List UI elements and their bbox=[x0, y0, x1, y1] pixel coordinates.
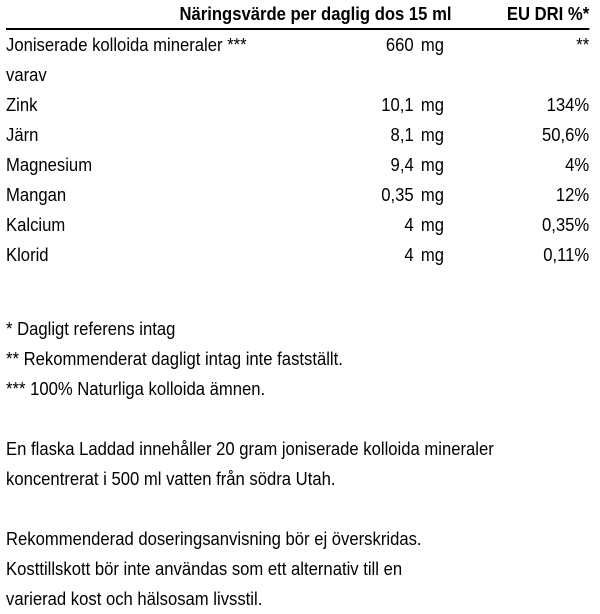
nutrient-amount bbox=[312, 120, 452, 150]
amount-unit: mg bbox=[420, 184, 445, 205]
table-row bbox=[6, 90, 589, 120]
table-row bbox=[6, 240, 589, 270]
nutrient-name: Joniserade kolloida mineraler *** bbox=[6, 34, 247, 55]
amount-value: 8,1 bbox=[390, 124, 414, 145]
footnote: *** 100% Naturliga kolloida ämnen. bbox=[6, 378, 266, 399]
amount-unit: mg bbox=[420, 154, 445, 175]
table-row bbox=[6, 210, 589, 240]
nutrient-amount bbox=[312, 90, 452, 120]
paragraph-line: koncentrerat i 500 ml vatten från södra Utah. bbox=[6, 468, 336, 489]
header-amount bbox=[179, 0, 452, 29]
nutrient-dri: 0,35% bbox=[541, 214, 590, 235]
header-amount-label: Näringsvärde per daglig dos 15 ml bbox=[179, 3, 452, 24]
nutrient-amount bbox=[312, 150, 452, 180]
footnotes bbox=[6, 314, 589, 404]
nutrient-amount bbox=[312, 29, 452, 60]
amount-unit: mg bbox=[420, 244, 445, 265]
dosage-warning bbox=[6, 524, 589, 614]
header-dri: EU DRI %* bbox=[452, 0, 590, 29]
amount-unit: mg bbox=[420, 94, 445, 115]
amount-value: 660 bbox=[385, 34, 414, 55]
nutrient-dri: 134% bbox=[546, 94, 590, 115]
paragraph-line: varierad kost och hälsosam livsstil. bbox=[6, 588, 263, 609]
paragraph-line: En flaska Laddad innehåller 20 gram joniserade kolloida mineraler bbox=[6, 438, 494, 459]
table-row bbox=[6, 60, 589, 90]
nutrient-name: Mangan bbox=[6, 184, 67, 205]
nutrient-name: Magnesium bbox=[6, 154, 93, 175]
nutrient-name: Kalcium bbox=[6, 214, 66, 235]
amount-unit: mg bbox=[420, 124, 445, 145]
footnote: * Dagligt referens intag bbox=[6, 318, 176, 339]
nutrient-name: Zink bbox=[6, 94, 38, 115]
amount-value: 0,35 bbox=[381, 184, 414, 205]
table-row bbox=[6, 180, 589, 210]
table-row bbox=[6, 120, 589, 150]
table-row bbox=[6, 150, 589, 180]
paragraph-line: Kosttillskott bör inte användas som ett alternativ till en bbox=[6, 558, 403, 579]
nutrient-amount bbox=[312, 240, 452, 270]
nutrient-amount bbox=[312, 180, 452, 210]
nutrient-amount bbox=[312, 210, 452, 240]
nutrient-amount bbox=[312, 60, 452, 90]
nutrient-name: Järn bbox=[6, 124, 39, 145]
amount-unit: mg bbox=[420, 34, 445, 55]
table-row bbox=[6, 29, 589, 60]
footnote: ** Rekommenderat dagligt intag inte fastställt. bbox=[6, 348, 343, 369]
nutrient-name: varav bbox=[6, 64, 47, 85]
product-description bbox=[6, 434, 589, 494]
amount-value: 10,1 bbox=[381, 94, 414, 115]
amount-value: 4 bbox=[404, 244, 414, 265]
amount-value: 4 bbox=[404, 214, 414, 235]
nutrient-dri: 0,11% bbox=[543, 244, 590, 265]
nutrient-dri: 12% bbox=[555, 184, 590, 205]
nutrient-dri bbox=[452, 60, 590, 90]
nutrient-dri: 4% bbox=[565, 154, 590, 175]
nutrition-table bbox=[6, 0, 589, 270]
nutrient-dri: ** bbox=[576, 34, 590, 55]
nutrient-name: Klorid bbox=[6, 244, 49, 265]
paragraph-line: Rekommenderad doseringsanvisning bör ej överskridas. bbox=[6, 528, 422, 549]
table-header-row bbox=[6, 0, 589, 29]
amount-unit: mg bbox=[420, 214, 445, 235]
nutrient-dri: 50,6% bbox=[541, 124, 590, 145]
amount-value: 9,4 bbox=[390, 154, 414, 175]
